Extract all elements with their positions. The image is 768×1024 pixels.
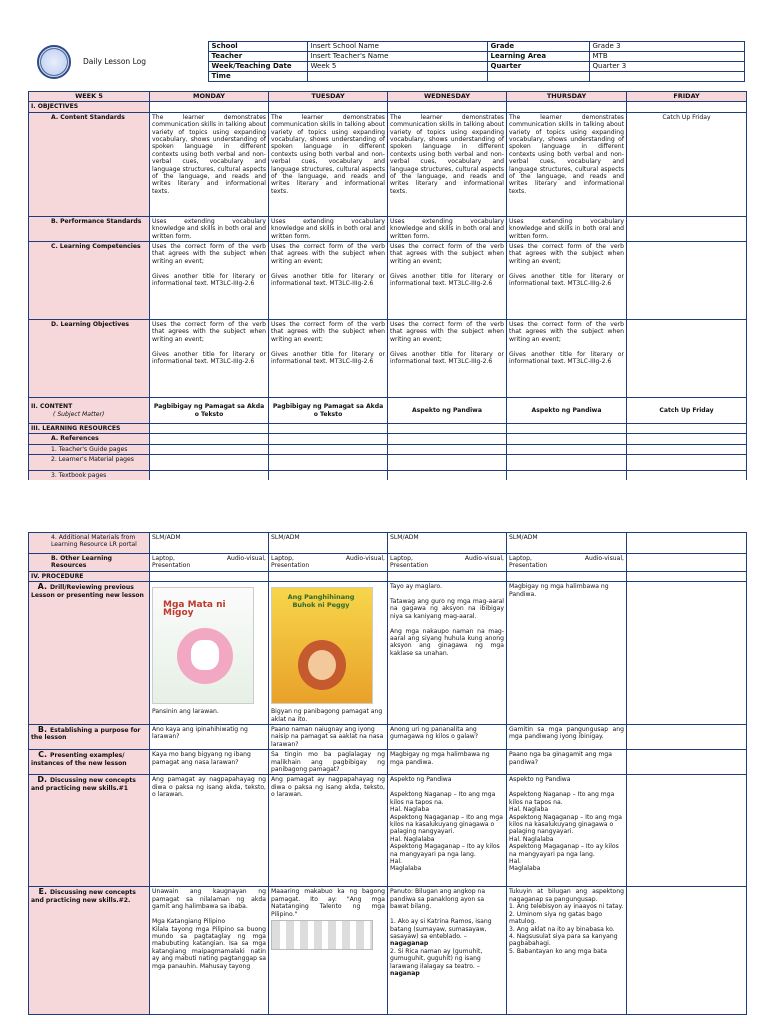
perf-wed: Uses extending vocabulary knowledge and skills in both oral and written form.: [388, 216, 507, 241]
lo-wed: Uses the correct form of the verb that agrees with the subject when writing an event; Gives another title for literary or informational text. MT3LC-IIIg-2.6: [388, 320, 507, 398]
teacher-label: Teacher: [208, 52, 307, 62]
drill-mon: Mga Mata ni Migoy Pansinin ang larawan.: [150, 582, 269, 725]
textbook-pages-label: 3. Textbook pages: [29, 471, 150, 481]
school-label: School: [208, 42, 307, 52]
or-tue: Laptop, Audio-visual, Presentation: [269, 554, 388, 572]
discussing-1-label: D. Discussing new concepts and practicing new skills.#1: [29, 775, 150, 887]
discussing-2-mon: Unawain ang kaugnayan ng pamagat sa nilalaman ng akda gamit ang halimbawa sa ibaba. Mga Katangiang Pilipino Kilala tayong mga Pilipino sa buong mundo sa pagtataglay ng mga mabubuting katangian. Isa sa mga katangiang maipagmamalaki natin ay ang mabuti nating pagtanggap sa mga panauhin. Mahusay tayong: [150, 887, 269, 1015]
purpose-mon: Ano kaya ang ipinahihiwatig ng larawan?: [150, 725, 269, 750]
quarter-label: Quarter: [487, 62, 589, 72]
content-tue: Pagbibigay ng Pamagat sa Akda o Teksto: [269, 398, 388, 424]
content-thu: Aspekto ng Pandiwa: [507, 398, 627, 424]
deped-seal-icon: [37, 45, 71, 79]
area-label: Learning Area: [487, 52, 589, 62]
children-illustration: [271, 920, 373, 950]
discussing-1-mon: Ang pamagat ay nagpapahayag ng diwa o paksa ng isang akda, teksto, o larawan.: [150, 775, 269, 887]
lo-mon: Uses the correct form of the verb that agrees with the subject when writing an event; Gives another title for literary or informational text. MT3LC-IIIg-2.6: [150, 320, 269, 398]
or-thu: Laptop, Audio-visual, Presentation: [507, 554, 627, 572]
purpose-thu: Gamitin sa mga pangungusap ang mga pandiwang iyong ibinigay.: [507, 725, 627, 750]
comp-tue: Uses the correct form of the verb that agrees with the subject when writing an event; Gives another title for literary or informational text. MT3LC-IIIg-2.6: [269, 242, 388, 320]
tg-pages-label: 1. Teacher's Guide pages: [29, 444, 150, 454]
week-value: Week 5: [307, 62, 487, 72]
discussing-2-wed: Panuto: Bilugan ang angkop na pandiwa sa panaklong ayon sa bawat bilang. 1. Ako ay si Katrina Ramos, isang batang (sumayaw, sumasayaw, sasayaw) sa enteblado. – nagaganap 2. Si Rica naman ay (gumuhit, gumuguhit, guguhit) ng isang larawang ilalagay sa teatro. – naganap: [388, 887, 507, 1015]
lesson-log-page-2: [0, 526, 768, 1024]
objectives-label: D. Learning Objectives: [29, 320, 150, 398]
drill-label: A. Drill/Reviewing previous Lesson or presenting new lesson: [29, 582, 150, 725]
header-table: [28, 41, 745, 82]
other-resources-label: B. Other Learning Resources: [29, 554, 150, 572]
content-standards-mon: The learner demonstrates communication skills in talking about variety of topics using expanding vocabulary, shows understanding of spoken language in different contexts using both verbal and non-verbal cues, vocabulary and language structures, cultural aspects of the language, and reads and writes literary and informational texts.: [150, 112, 269, 216]
book-cover-image: Mga Mata ni Migoy: [152, 587, 254, 704]
col-tuesday: TUESDAY: [269, 92, 388, 102]
examples-label: C. Presenting examples/ instances of the new lesson: [29, 750, 150, 775]
perf-thu: Uses extending vocabulary knowledge and skills in both oral and written form.: [507, 216, 627, 241]
comp-thu: Uses the correct form of the verb that agrees with the subject when writing an event; Gives another title for literary or informational text. MT3LC-IIIg-2.6: [507, 242, 627, 320]
comp-wed: Uses the correct form of the verb that agrees with the subject when writing an event; Gives another title for literary or informational text. MT3LC-IIIg-2.6: [388, 242, 507, 320]
discussing-2-thu: Tukuyin at bilugan ang aspektong nagaganap sa pangungusap. 1. Ang telebisyon ay inaayos ni tatay. 2. Uminom siya ng gatas bago matulog. 3. Ang aklat na ito ay binabasa ko. 4. Nagsusulat siya para sa kanyang pagbabahagi. 5. Babantayan ko ang mga bata: [507, 887, 627, 1015]
content-mon: Pagbibigay ng Pamagat sa Akda o Teksto: [150, 398, 269, 424]
discussing-1-tue: Ang pamagat ay nagpapahayag ng diwa o paksa ng isang akda, teksto, o larawan.: [269, 775, 388, 887]
lesson-log-page-1: [0, 0, 768, 480]
procedure-heading: IV. PROCEDURE: [29, 571, 150, 581]
grade-label: Grade: [487, 42, 589, 52]
purpose-label: B. Establishing a purpose for the lesson: [29, 725, 150, 750]
resources-heading: III. LEARNING RESOURCES: [29, 424, 150, 434]
examples-thu: Paano nga ba ginagamit ang mga pandiwa?: [507, 750, 627, 775]
quarter-value: Quarter 3: [589, 62, 744, 72]
perf-tue: Uses extending vocabulary knowledge and skills in both oral and written form.: [269, 216, 388, 241]
performance-standards-label: B. Performance Standards: [29, 216, 150, 241]
week-label: Week/Teaching Date: [208, 62, 307, 72]
content-standards-tue: The learner demonstrates communication skills in talking about variety of topics using expanding vocabulary, shows understanding of spoken language in different contexts using both verbal and non-verbal cues, vocabulary and language structures, cultural aspects of the language, and reads and writes literary and informational texts.: [269, 112, 388, 216]
school-value: Insert School Name: [307, 42, 487, 52]
content-fri: Catch Up Friday: [627, 398, 747, 424]
log-title: Daily Lesson Log: [83, 57, 146, 66]
purpose-tue: Paano naman naiugnay ang iyong naisip na pamagat sa aaklat na nasa larawan?: [269, 725, 388, 750]
lo-tue: Uses the correct form of the verb that agrees with the subject when writing an event; Gives another title for literary or informational text. MT3LC-IIIg-2.6: [269, 320, 388, 398]
drill-thu: Magbigay ng mga halimbawa ng Pandiwa.: [507, 582, 627, 725]
content-standards-label: A. Content Standards: [29, 112, 150, 216]
am-tue: SLM/ADM: [269, 533, 388, 554]
objectives-heading: I. OBJECTIVES: [29, 102, 150, 112]
examples-mon: Kaya mo bang bigyang ng ibang pamagat ang nasa larawan?: [150, 750, 269, 775]
comp-mon: Uses the correct form of the verb that agrees with the subject when writing an event; Gives another title for literary or informational text. MT3LC-IIIg-2.6: [150, 242, 269, 320]
content-standards-fri: Catch Up Friday: [627, 112, 747, 216]
discussing-1-thu: Aspekto ng Pandiwa Aspektong Naganap – Ito ang mga kilos na tapos na. Hal. Naglaba Aspektong Nagaganap – Ito ang mga kilos na kasalukuyang ginagawa o palaging nangyayari. Hal. Naglalaba Aspektong Magaganap – Ito ay kilos na mangyayari pa nga lang. Hal. Maglalaba: [507, 775, 627, 887]
or-mon: Laptop, Audio-visual, Presentation: [150, 554, 269, 572]
time-value: [307, 72, 487, 82]
discussing-2-label: E. Discussing new concepts and practicing new skills.#2.: [29, 887, 150, 1015]
lm-pages-label: 2. Learner's Material pages: [29, 455, 150, 471]
examples-wed: Magbigay ng mga halimbawa ng mga pandiwa.: [388, 750, 507, 775]
book-cover-image: Ang Panghihinang Buhok ni Peggy: [271, 587, 373, 704]
time-label: Time: [208, 72, 307, 82]
content-standards-wed: The learner demonstrates communication skills in talking about variety of topics using expanding vocabulary, shows understanding of spoken language in different contexts using both verbal and non-verbal cues, vocabulary and language structures, cultural aspects of the language, and reads and writes literary and informational texts.: [388, 112, 507, 216]
col-friday: FRIDAY: [627, 92, 747, 102]
examples-tue: Sa tingin mo ba paglalagay ng malikhain ang pagbibigay ng panibagong pamagat?: [269, 750, 388, 775]
col-thursday: THURSDAY: [507, 92, 627, 102]
content-label: II. CONTENT ( Subject Matter): [29, 398, 150, 424]
perf-mon: Uses extending vocabulary knowledge and skills in both oral and written form.: [150, 216, 269, 241]
references-label: A. References: [29, 434, 150, 444]
content-wed: Aspekto ng Pandiwa: [388, 398, 507, 424]
content-standards-thu: The learner demonstrates communication skills in talking about variety of topics using expanding vocabulary, shows understanding of spoken language in different contexts using both verbal and non-verbal cues, vocabulary and language structures, cultural aspects of the language, and reads and writes literary and informational texts.: [507, 112, 627, 216]
discussing-1-wed: Aspekto ng Pandiwa Aspektong Naganap – Ito ang mga kilos na tapos na. Hal. Naglaba Aspektong Nagaganap – Ito ang mga kilos na kasalukuyang ginagawa o palaging nangyayari. Hal. Naglalaba Aspektong Magaganap – Ito ay kilos na mangyayari pa nga lang. Hal. Maglalaba: [388, 775, 507, 887]
am-wed: SLM/ADM: [388, 533, 507, 554]
col-week: WEEK 5: [29, 92, 150, 102]
area-value: MTB: [589, 52, 744, 62]
col-monday: MONDAY: [150, 92, 269, 102]
lesson-table-1: [28, 91, 747, 482]
am-thu: SLM/ADM: [507, 533, 627, 554]
grade-value: Grade 3: [589, 42, 744, 52]
purpose-wed: Anong uri ng pananalita ang gumagawa ng kilos o galaw?: [388, 725, 507, 750]
lesson-table-2: [28, 532, 747, 1015]
drill-tue: Ang Panghihinang Buhok ni Peggy Bigyan ng panibagong pamagat ang aklat na ito.: [269, 582, 388, 725]
teacher-value: Insert Teacher's Name: [307, 52, 487, 62]
competencies-label: C. Learning Competencies: [29, 242, 150, 320]
drill-wed: Tayo ay maglaro. Tatawag ang guro ng mga mag-aaral na gagawa ng aksyon na ibibigay niya sa kaniyang mag-aaral. Ang mga nakaupo naman na mag-aaral ang siyang huhula kung anong aksyon ang ginagawa ng mga kaklase sa unahan.: [388, 582, 507, 725]
col-wednesday: WEDNESDAY: [388, 92, 507, 102]
or-wed: Laptop, Audio-visual, Presentation: [388, 554, 507, 572]
am-mon: SLM/ADM: [150, 533, 269, 554]
lo-thu: Uses the correct form of the verb that agrees with the subject when writing an event; Gives another title for literary or informational text. MT3LC-IIIg-2.6: [507, 320, 627, 398]
discussing-2-tue: Maaaring makabuo ka ng bagong pamagat. Ito ay: "Ang mga Natatanging Talento ng mga Pilipino.": [269, 887, 388, 1015]
additional-materials-label: 4. Additional Materials from Learning Resource LR portal: [29, 533, 150, 554]
